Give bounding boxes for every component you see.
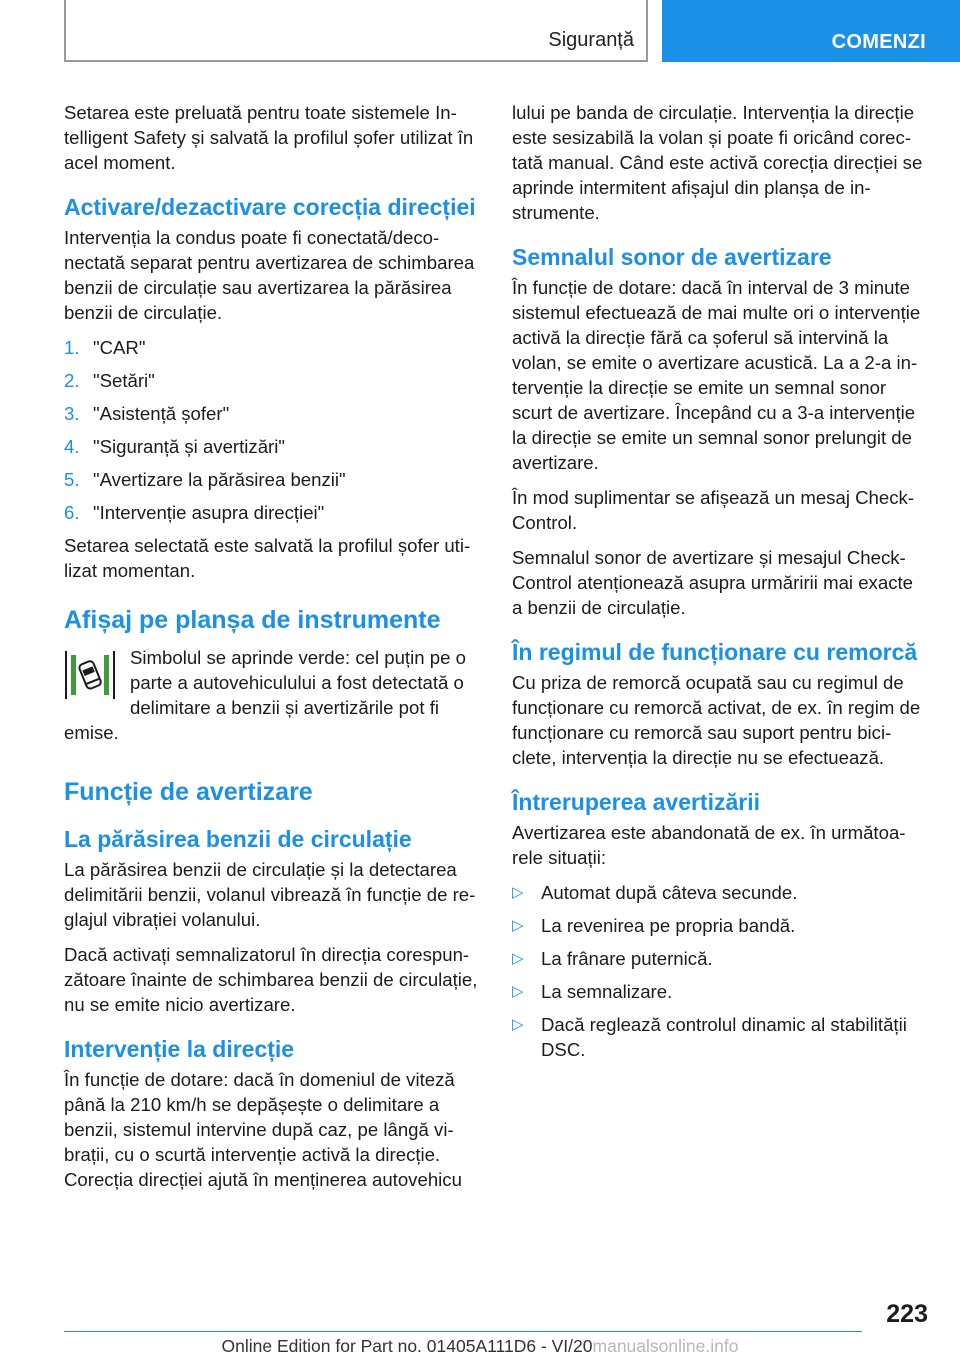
- steps-list: [64, 335, 480, 525]
- step-number: 1.: [64, 337, 80, 358]
- lane-departure-icon: [64, 649, 116, 701]
- heading-trailer-mode: În regimul de funcționare cu remorcă: [512, 639, 918, 665]
- step-number: 3.: [64, 403, 80, 424]
- triangle-bullet-icon: ▷: [512, 983, 524, 1000]
- header-tab-label: COMENZI: [831, 31, 926, 53]
- sound-paragraph-2: În mod suplimentar se afișează un mesaj Check-Control.: [512, 487, 915, 533]
- footer-watermark: manualsonline.info: [592, 1336, 739, 1356]
- step-text: "Avertizare la părăsirea benzii": [93, 469, 346, 490]
- heading-display: Afișaj pe planșa de instrumente: [64, 606, 441, 634]
- lane-leaving-paragraph: La părăsirea benzii de circulație și la detectarea delimitării benzii, volanul vibrează în funcție de reglajul vibrației volanului.: [64, 859, 476, 930]
- step-number: 2.: [64, 370, 80, 391]
- bullet-text: La semnalizare.: [541, 981, 673, 1002]
- step-text: "Intervenție asupra direcției": [93, 502, 325, 523]
- saved-paragraph: Setarea selectată este salvată la profilul șofer utilizat momentan.: [64, 535, 471, 581]
- sound-paragraph-3: Semnalul sonor de avertizare și mesajul Check-Control atenționează asupra urmăririi mai exacte a benzii de circulație.: [512, 547, 913, 618]
- indicator-paragraph: Dacă activați semnalizatorul în direcția corespunzătoare înainte de schimbarea benzii de circulație, nu se emite nicio avertizare.: [64, 944, 478, 1015]
- intro-paragraph: Setarea este preluată pentru toate sistemele Intelligent Safety și salvată la profilul șofer utilizat în acel moment.: [64, 102, 474, 173]
- step-text: "CAR": [93, 337, 146, 358]
- left-column: [64, 100, 480, 1202]
- bullet-text: La revenirea pe propria bandă.: [541, 915, 796, 936]
- right-column: [512, 100, 928, 1070]
- list-item: [64, 401, 480, 426]
- steering-intervention-paragraph: În funcție de dotare: dacă în domeniul de viteză până la 210 km/h se depășește o delimitare a benzii, sistemul intervine după caz, pe lângă vibrații, cu o scurtă intervenție activă la direcție. Corecția direcției ajută în menținerea autovehicu: [64, 1069, 462, 1190]
- heading-warning-interrupt: Întreruperea avertizării: [512, 789, 761, 815]
- header-section-box: [64, 0, 648, 62]
- step-text: "Setări": [93, 370, 155, 391]
- display-paragraph: Simbolul se aprinde verde: cel puțin pe o parte a autovehiculului a fost detectată o delimitare a benzii și avertizările pot fi emise.: [64, 647, 466, 743]
- step-number: 6.: [64, 502, 80, 523]
- step-number: 4.: [64, 436, 80, 457]
- list-item: [64, 500, 480, 525]
- list-item: [512, 946, 928, 971]
- heading-steering-intervention: Intervenție la direcție: [64, 1036, 295, 1062]
- triangle-bullet-icon: ▷: [512, 884, 524, 901]
- triangle-bullet-icon: ▷: [512, 917, 524, 934]
- footer: [0, 1336, 960, 1357]
- list-item: [512, 913, 928, 938]
- interrupt-paragraph: Avertizarea este abandonată de ex. în următoarele situații:: [512, 822, 906, 868]
- triangle-bullet-icon: ▷: [512, 1016, 524, 1033]
- heading-sound-warning: Semnalul sonor de avertizare: [512, 244, 832, 270]
- heading-activation: Activare/dezactivare corecția direcției: [64, 194, 476, 220]
- footer-edition: Online Edition for Part no. 01405A111D6 - VI/20: [221, 1336, 593, 1356]
- activation-paragraph: Intervenția la condus poate fi conectată/deconectată separat pentru avertizarea de schimbarea benzii de circulație sau avertizarea la părăsirea benzii de circulație.: [64, 227, 475, 323]
- list-item: [512, 979, 928, 1004]
- sound-paragraph-1: În funcție de dotare: dacă în interval de 3 minute sistemul efectuează de mai multe ori o intervenție activă la direcție fără ca șoferul să intervină la volan, se emite o avertizare acustică. La a 2-a intervenție la direcție se emite un semnal sonor scurt de avertizare. Începând cu a 3-a intervenție la direcție se emite un semnal sonor prelungit de avertizare.: [512, 277, 921, 473]
- heading-warning-function: Funcție de avertizare: [64, 778, 313, 806]
- display-block: [64, 645, 480, 755]
- trailer-paragraph: Cu priza de remorcă ocupată sau cu regimul de funcționare cu remorcă activat, de ex. în regim de funcționare cu remorcă sau suport pentru biciclete, intervenția la direcție nu se efectuează.: [512, 672, 921, 768]
- continued-paragraph: lului pe banda de circulație. Intervenția la direcție este sesizabilă la volan și poate fi oricând corectată manual. Când este activă corecția direcției se aprinde intermitent afișajul din planșa de instrumente.: [512, 102, 923, 223]
- bullet-text: Dacă reglează controlul dinamic al stabilității DSC.: [541, 1014, 907, 1060]
- list-item: [64, 467, 480, 492]
- bullet-text: La frânare puternică.: [541, 948, 713, 969]
- heading-lane-leaving: La părăsirea benzii de circulație: [64, 826, 412, 852]
- interrupt-list: [512, 880, 928, 1062]
- triangle-bullet-icon: ▷: [512, 950, 524, 967]
- header-section-title: Siguranță: [548, 29, 634, 51]
- page-number: 223: [886, 1300, 928, 1328]
- step-text: "Siguranță și avertizări": [93, 436, 285, 457]
- list-item: [64, 368, 480, 393]
- step-number: 5.: [64, 469, 80, 490]
- footer-divider: [64, 1331, 862, 1332]
- list-item: [64, 335, 480, 360]
- list-item: [512, 1012, 928, 1062]
- header-tab[interactable]: [662, 0, 960, 62]
- list-item: [512, 880, 928, 905]
- bullet-text: Automat după câteva secunde.: [541, 882, 798, 903]
- list-item: [64, 434, 480, 459]
- step-text: "Asistență șofer": [93, 403, 230, 424]
